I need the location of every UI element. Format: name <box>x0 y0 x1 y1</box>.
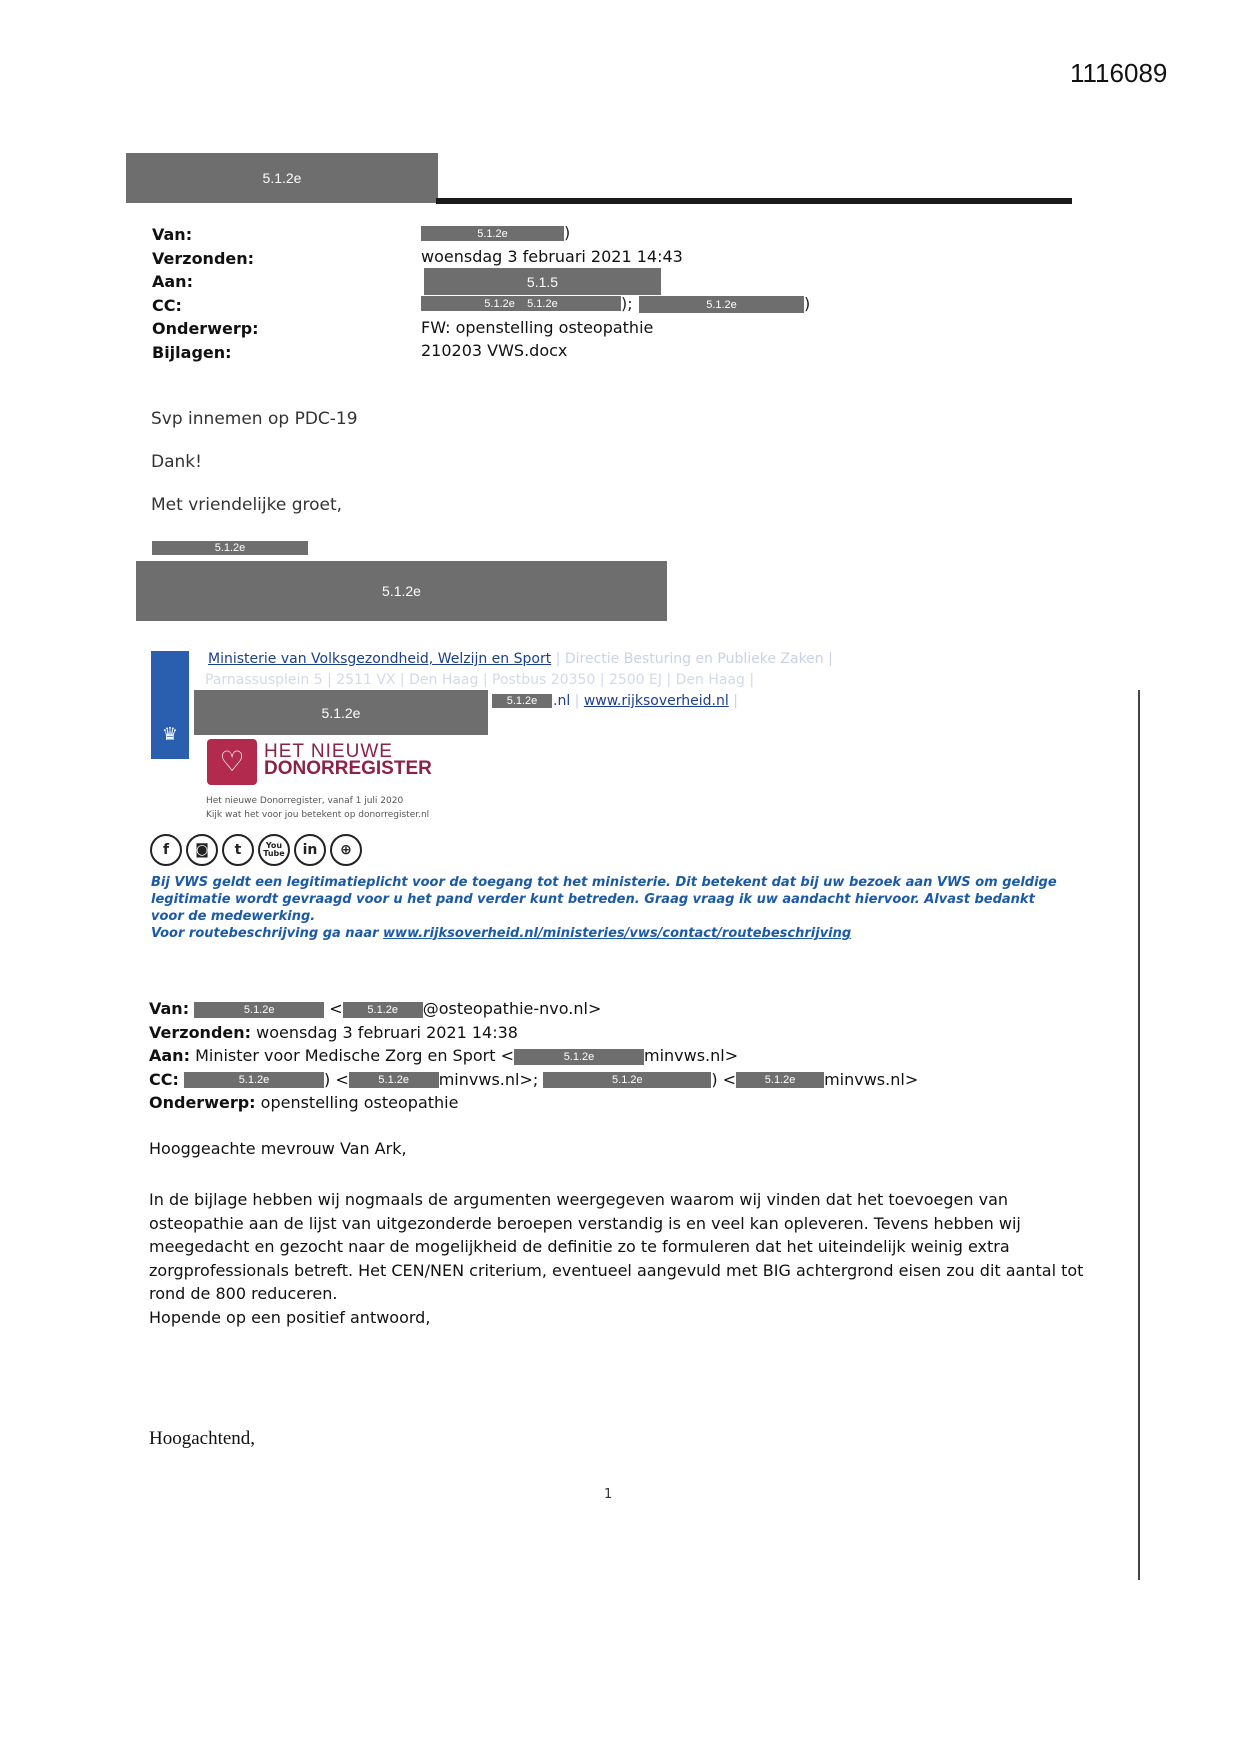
redaction-code: 5.1.2e <box>262 170 302 186</box>
redaction-email <box>492 694 552 708</box>
van-suffix: ) <box>564 223 571 242</box>
redaction-cc-1 <box>421 296 621 311</box>
directie-text: Directie Besturing en Publieke Zaken <box>564 651 824 667</box>
twitter-icon[interactable]: t <box>222 834 254 866</box>
website-link[interactable]: www.rijksoverheid.nl <box>583 693 729 709</box>
redaction-cc-2 <box>639 296 804 313</box>
redaction-sender-title <box>136 561 667 621</box>
donor-note-line1: Het nieuwe Donorregister, vanaf 1 juli 2020 <box>206 796 404 806</box>
page-number: 1 <box>604 1487 613 1502</box>
instagram-icon[interactable]: ◙ <box>186 834 218 866</box>
social-icons <box>150 834 362 866</box>
orig-aan-domain: minvws.nl> <box>643 1046 739 1065</box>
orig-cc-domain-1: minvws.nl>; <box>438 1069 539 1089</box>
scan-edge-line <box>1138 690 1140 1580</box>
youtube-icon[interactable]: You Tube <box>258 834 290 866</box>
orig-onderwerp-row <box>149 1091 918 1115</box>
redaction-code: 5.1.2e <box>214 542 246 554</box>
linkedin-icon[interactable]: in <box>294 834 326 866</box>
document-number: 1116089 <box>1070 58 1168 88</box>
redaction-signature-contact <box>194 690 488 735</box>
body-paragraph-text: In de bijlage hebben wij nogmaals de argumenten weergegeven waarom wij vinden dat het toevoegen van osteopathie aan de lijst van uitgezonderde beroepen verstandig is en veel kan opleveren. Tevens hebben wij meegedacht en gezocht naar de mogelijkheid de definitie zo te formuleren dat het uiteindelijk weinig extra zorgprofessionals betreft. Het CEN/NEN criterium, eventueel aangevuld met BIG achtergrond eisen zou dit aantal tot rond de 800 reduceren. <box>149 1190 1084 1303</box>
facebook-icon[interactable]: f <box>150 834 182 866</box>
body-line-2: Dank! <box>151 452 202 472</box>
orig-cc-domain-2: minvws.nl> <box>824 1069 919 1089</box>
bijlagen-value: 210203 VWS.docx <box>421 341 568 360</box>
donor-title-line1: HET NIEUWE <box>264 741 393 762</box>
orig-verzonden-label: Verzonden: <box>149 1022 252 1042</box>
cc-end: ) <box>804 294 811 313</box>
label-onderwerp: Onderwerp: <box>152 319 259 338</box>
donor-note-line2: Kijk wat het voor jou betekent op donorregister.nl <box>206 810 430 820</box>
globe-icon[interactable]: ⊕ <box>330 834 362 866</box>
redaction-orig-van-name: 5.1.2e <box>194 1002 324 1018</box>
redaction-orig-cc-3: 5.1.2e <box>543 1072 711 1088</box>
orig-aan-label: Aan: <box>149 1046 190 1065</box>
redaction-code: 5.1.2e <box>527 297 558 310</box>
redaction-code: 5.1.2e <box>477 227 508 240</box>
donor-title-line2: DONORREGISTER <box>264 758 432 779</box>
redaction-orig-cc-4: 5.1.2e <box>736 1072 824 1088</box>
orig-cc-label: CC: <box>149 1069 179 1089</box>
notice-route-text: Voor routebeschrijving ga naar <box>151 926 384 941</box>
signature-address: Parnassusplein 5 | 2511 VX | Den Haag | Postbus 20350 | 2500 EJ | Den Haag | <box>205 672 755 688</box>
salutation: Hooggeachte mevrouw Van Ark, <box>149 1139 407 1158</box>
redaction-sender-name <box>152 541 308 555</box>
route-link[interactable]: www.rijksoverheid.nl/ministeries/vws/contact/routebeschrijving <box>383 926 852 941</box>
redaction-code: 5.1.2e <box>506 695 538 707</box>
redaction-code: 5.1.5 <box>526 273 559 290</box>
body-line-3: Met vriendelijke groet, <box>151 495 343 515</box>
cc-separator: ); <box>621 294 633 313</box>
orig-verzonden-value: woensdag 3 februari 2021 14:38 <box>256 1022 518 1042</box>
redaction-code: 5.1.2e <box>321 704 361 721</box>
orig-verzonden-row <box>149 1021 918 1045</box>
redaction-orig-van-email: 5.1.2e <box>343 1002 423 1018</box>
body-paragraph <box>149 1188 1089 1329</box>
redaction-orig-cc-2: 5.1.2e <box>349 1072 439 1088</box>
redaction-orig-aan: 5.1.2e <box>514 1049 644 1065</box>
redaction-code: 5.1.2e <box>484 297 515 310</box>
label-verzonden: Verzonden: <box>152 248 255 268</box>
orig-aan-row <box>149 1044 918 1068</box>
redaction-orig-cc-1: 5.1.2e <box>184 1072 324 1088</box>
label-aan: Aan: <box>152 272 193 291</box>
original-header <box>149 997 918 1115</box>
body-line-1: Svp innemen op PDC-19 <box>151 409 358 429</box>
redaction-van <box>421 226 564 241</box>
signoff: Hoogachtend, <box>149 1428 256 1449</box>
orig-van-row: Van: 5.1.2e < 5.1.2e @osteopathie-nvo.nl> <box>149 999 602 1018</box>
closing-line: Hopende op een positief antwoord, <box>149 1307 431 1327</box>
orig-aan-value: Minister voor Medische Zorg en Sport < <box>195 1046 514 1065</box>
redaction-aan <box>424 268 661 295</box>
redaction-code: 5.1.2e <box>382 583 421 599</box>
orig-van-label: Van: <box>149 999 190 1018</box>
donor-note <box>206 794 429 822</box>
label-van: Van: <box>152 225 193 244</box>
signature-web-line: .nl | www.rijksoverheid.nl | <box>553 693 738 709</box>
orig-onderwerp-label: Onderwerp: <box>149 1093 256 1112</box>
forward-header-labels <box>152 223 259 364</box>
orig-cc-row: CC: 5.1.2e ) < 5.1.2e minvws.nl>; 5.1.2e ) < 5.1.2e minvws.nl> <box>149 1069 919 1089</box>
heart-icon: ♡ <box>207 739 257 785</box>
verzonden-value: woensdag 3 februari 2021 14:43 <box>421 247 683 266</box>
signature-ministry-line: Ministerie van Volksgezondheid, Welzijn en Sport | Directie Besturing en Publieke Zaken | <box>208 651 833 667</box>
redaction-code: 5.1.2e <box>706 298 737 311</box>
ministry-link[interactable]: Ministerie van Volksgezondheid, Welzijn en Sport <box>208 651 552 667</box>
email-suffix: .nl <box>553 693 571 709</box>
orig-van-domain: @osteopathie-nvo.nl> <box>422 999 602 1018</box>
legitimation-notice <box>151 874 1071 942</box>
notice-text: Bij VWS geldt een legitimatieplicht voor de toegang tot het ministerie. Dit betekent dat bij uw bezoek aan VWS om geldige legitimatie wordt gevraagd voor u het pand verder kunt betreden. Graag vraag ik uw aandacht hiervoor. Alvast bedankt voor de medewerking. <box>151 875 1057 924</box>
onderwerp-value: FW: openstelling osteopathie <box>421 318 654 337</box>
redaction-header-block <box>126 153 438 203</box>
label-cc: CC: <box>152 295 182 315</box>
header-divider <box>436 198 1072 204</box>
orig-onderwerp-value: openstelling osteopathie <box>260 1093 459 1112</box>
crest-icon: ♛ <box>161 724 179 745</box>
label-bijlagen: Bijlagen: <box>152 342 232 362</box>
